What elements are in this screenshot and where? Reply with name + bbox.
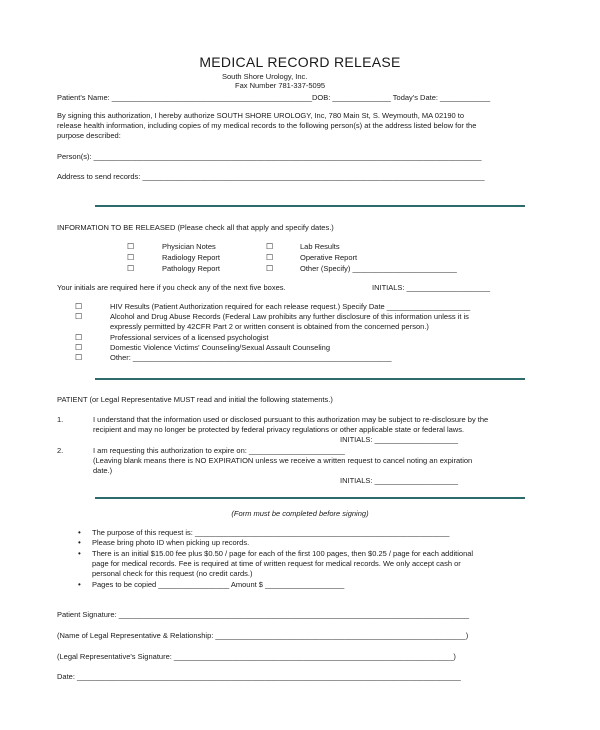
bullet-icon: •: [78, 528, 81, 537]
info-heading: INFORMATION TO BE RELEASED (Please check all that apply and specify dates.): [57, 223, 334, 232]
statement-1-line-2: recipient and may no longer be protected by federal privacy regulations or other applicable state or federal laws.: [93, 425, 465, 434]
initials-note: Your initials are required here if you check any of the next five boxes.: [57, 283, 286, 292]
section-divider: [95, 205, 525, 207]
fee-note-line-1: There is an initial $15.00 fee plus $0.50 / page for each of the first 100 pages, then $0.25 / page for each additional: [92, 549, 474, 558]
date-field[interactable]: Date: ____________________________________________________________________________________________: [57, 672, 461, 681]
checkbox-domestic-violence[interactable]: ☐: [75, 343, 83, 352]
representative-name-field[interactable]: (Name of Legal Representative & Relationship: ____________________________________________________________): [57, 631, 469, 640]
checkbox-psychologist[interactable]: ☐: [75, 333, 83, 342]
org-name: South Shore Urology, Inc.: [222, 72, 308, 81]
address-field[interactable]: Address to send records: __________________________________________________________________________________: [57, 172, 485, 181]
patient-signature-field[interactable]: Patient Signature: ____________________________________________________________________________________: [57, 610, 470, 619]
bullet-icon: •: [78, 538, 81, 547]
initials-field-2[interactable]: INITIALS: ____________________: [340, 435, 459, 444]
checkbox-alcohol-drug[interactable]: ☐: [75, 312, 83, 321]
purpose-field[interactable]: The purpose of this request is: _____________________________________________________________: [92, 528, 450, 537]
authorization-line-3: purpose described:: [57, 131, 121, 140]
label-pathology-report: Pathology Report: [162, 264, 220, 273]
statement-2-line-2: (Leaving blank means there is NO EXPIRATION unless we receive a written request to cancel noting an expiration: [93, 456, 473, 465]
representative-signature-field[interactable]: (Legal Representative's Signature: ___________________________________________________________________): [57, 652, 456, 661]
statement-2-line-3: date.): [93, 466, 113, 475]
label-alcohol-drug-1: Alcohol and Drug Abuse Records (Federal Law prohibits any further disclosure of this information unless it is: [110, 312, 469, 321]
page-title: MEDICAL RECORD RELEASE: [199, 54, 401, 70]
section-divider: [95, 497, 525, 499]
bullet-icon: •: [78, 580, 81, 589]
pages-amount-field[interactable]: Pages to be copied _________________ Amount $ ___________________: [92, 580, 345, 589]
label-operative-report: Operative Report: [300, 253, 358, 262]
label-radiology-report: Radiology Report: [162, 253, 220, 262]
label-psychologist: Professional services of a licensed psychologist: [110, 333, 269, 342]
form-completion-note: (Form must be completed before signing): [231, 509, 369, 518]
checkbox-other[interactable]: ☐: [266, 264, 274, 273]
checkbox-physician-notes[interactable]: ☐: [127, 242, 135, 251]
authorization-line-2: release health information, including copies of my medical records to the following person(s) at the address listed below for the: [57, 121, 477, 130]
statement-2-number: 2.: [57, 446, 64, 455]
statement-1-line-1: I understand that the information used or disclosed pursuant to this authorization may be subject to re-disclosure by the: [93, 415, 489, 424]
label-alcohol-drug-2: expressly permitted by 42CFR Part 2 or written consent is obtained from the concerned person.): [110, 322, 429, 331]
initials-field-3[interactable]: INITIALS: ____________________: [340, 476, 459, 485]
fax-number: Fax Number 781-337-5095: [235, 81, 326, 90]
label-other-special[interactable]: Other: ______________________________________________________________: [110, 353, 392, 362]
checkbox-lab-results[interactable]: ☐: [266, 242, 274, 251]
statement-2-line-1[interactable]: I am requesting this authorization to expire on: _______________________: [93, 446, 345, 455]
label-physician-notes: Physician Notes: [162, 242, 216, 251]
checkbox-operative-report[interactable]: ☐: [266, 253, 274, 262]
initials-field-1[interactable]: INITIALS: ____________________: [372, 283, 491, 292]
section-divider: [95, 378, 525, 380]
label-lab-results: Lab Results: [300, 242, 340, 251]
authorization-line-1: By signing this authorization, I hereby authorize SOUTH SHORE UROLOGY, Inc, 780 Main St, S. Weymouth, MA 02190 to: [57, 111, 464, 120]
checkbox-pathology-report[interactable]: ☐: [127, 264, 135, 273]
checkbox-other-special[interactable]: ☐: [75, 353, 83, 362]
fee-note-line-3: personal check for this request (no credit cards.): [92, 569, 253, 578]
fee-note-line-2: page for medical records. Fee is required at time of written request for medical records. We only accept cash or: [92, 559, 461, 568]
patient-heading: PATIENT (or Legal Representative MUST read and initial the following statements.): [57, 395, 333, 404]
label-hiv-results[interactable]: HIV Results (Patient Authorization required for each release request.) Specify Date ____________________: [110, 302, 471, 311]
checkbox-radiology-report[interactable]: ☐: [127, 253, 135, 262]
bullet-icon: •: [78, 549, 81, 558]
label-other-specify[interactable]: Other (Specify) _________________________: [300, 264, 457, 273]
photo-id-note: Please bring photo ID when picking up records.: [92, 538, 250, 547]
patient-name-dob-line[interactable]: Patient's Name: ________________________________________________DOB: ______________ Today's Date: ____________: [57, 93, 491, 102]
persons-field[interactable]: Person(s): _____________________________________________________________________________________________: [57, 152, 482, 161]
checkbox-hiv-results[interactable]: ☐: [75, 302, 83, 311]
label-domestic-violence: Domestic Violence Victims' Counseling/Sexual Assault Counseling: [110, 343, 331, 352]
statement-1-number: 1.: [57, 415, 64, 424]
